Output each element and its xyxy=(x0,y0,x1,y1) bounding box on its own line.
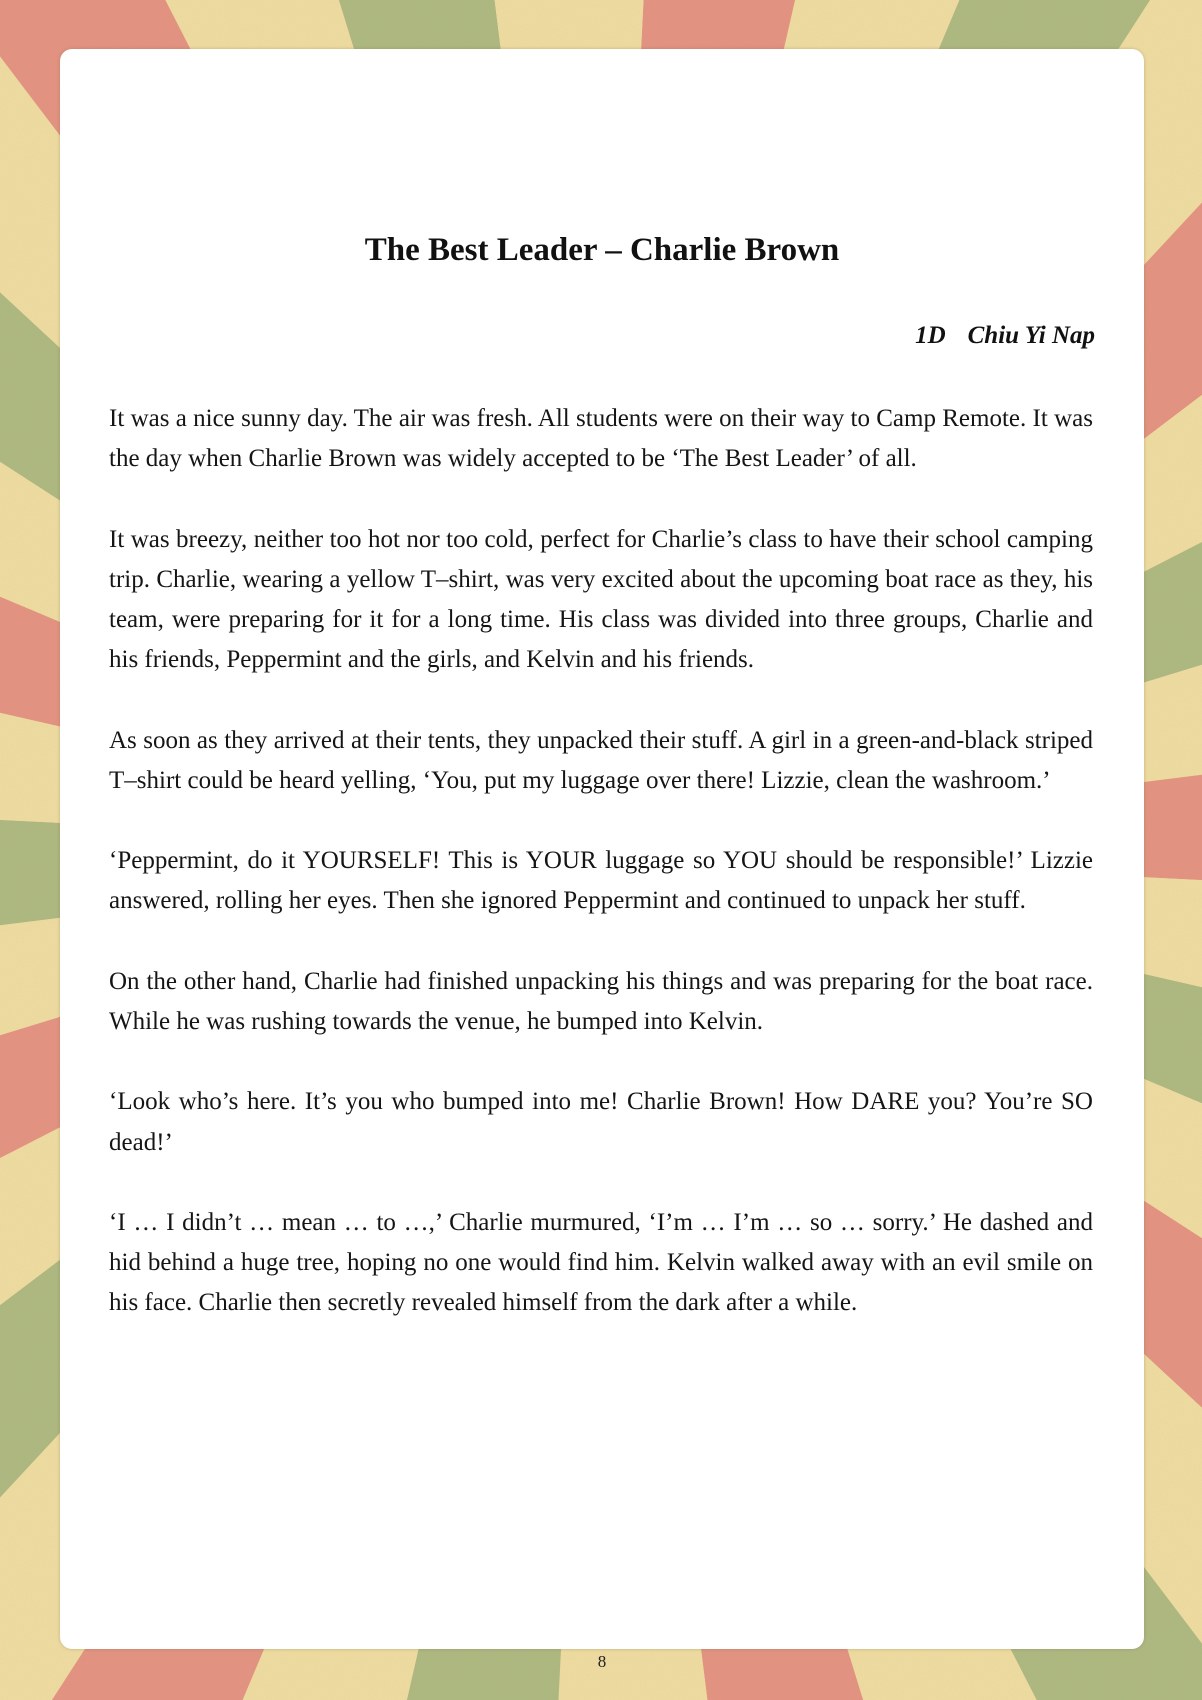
paragraph: ‘Peppermint, do it YOURSELF! This is YOUR luggage so YOU should be responsible!’ Lizzie answered, rolling her eyes. Then she ignored Peppermint and continued to unpack her stuff. xyxy=(109,847,1093,915)
paragraph: It was a nice sunny day. The air was fresh. All students were on their way to Camp Remote. It was the day when Charlie Brown was widely accepted to be ‘The Best Leader’ of all. xyxy=(109,405,1093,473)
author-name: Chiu Yi Nap xyxy=(967,322,1095,349)
author-class: 1D xyxy=(915,322,946,349)
paragraph: ‘Look who’s here. It’s you who bumped into me! Charlie Brown! How DARE you? You’re SO dead!’ xyxy=(109,1088,1093,1156)
paragraph: As soon as they arrived at their tents, they unpacked their stuff. A girl in a green-and-black striped T–shirt could be heard yelling, ‘You, put my luggage over there! Lizzie, clean the washroom.’ xyxy=(109,726,1093,794)
page-number: 8 xyxy=(597,1652,607,1671)
story-body xyxy=(109,399,1093,1364)
paragraph: On the other hand, Charlie had finished unpacking his things and was preparing for the boat race. While he was rushing towards the venue, he bumped into Kelvin. xyxy=(109,967,1093,1035)
page-sheet xyxy=(60,49,1144,1671)
paragraph: It was breezy, neither too hot nor too cold, perfect for Charlie’s class to have their school camping trip. Charlie, wearing a yellow T–shirt, was very excited about the upcoming boat race as they, his team, were preparing for it for a long time. His class was divided into three groups, Charlie and his friends, Peppermint and the girls, and Kelvin and his friends. xyxy=(109,525,1093,674)
author-line xyxy=(915,322,1095,350)
paragraph: ‘I … I didn’t … mean … to …,’ Charlie murmured, ‘I’m … I’m … so … sorry.’ He dashed and hid behind a huge tree, hoping no one would find him. Kelvin walked away with an evil smile on his face. Charlie then secretly revealed himself from the dark after a while. xyxy=(109,1208,1093,1317)
story-title: The Best Leader – Charlie Brown xyxy=(364,232,840,268)
